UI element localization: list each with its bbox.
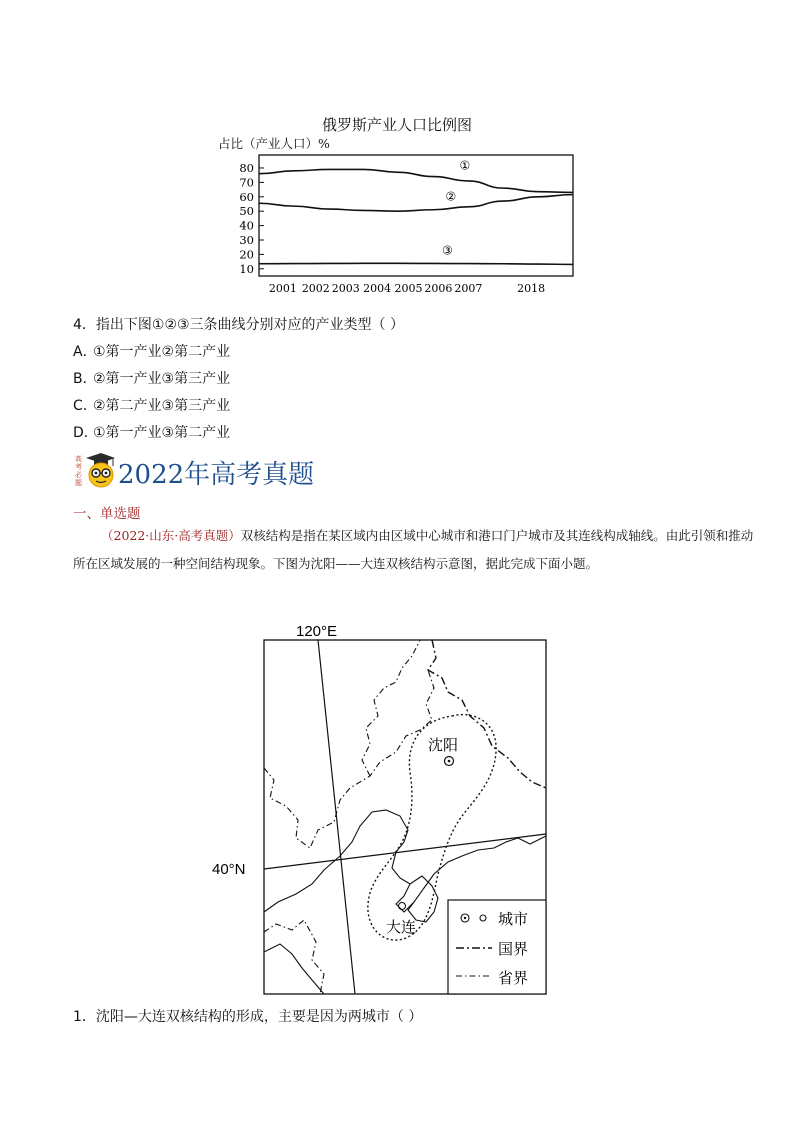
chart-y-ticks xyxy=(239,161,264,276)
question-4-option-c[interactable] xyxy=(73,396,230,416)
x-tick-label: 2002 xyxy=(301,282,330,295)
x-tick-label: 2004 xyxy=(363,282,392,295)
legend-text-province: 省界 xyxy=(498,970,529,987)
dalian-city-icon xyxy=(399,903,406,910)
chart-frame xyxy=(259,155,573,276)
chart-x-ticks xyxy=(269,282,545,295)
national-border xyxy=(428,640,546,788)
passage-source: （2022·山东·高考真题） xyxy=(101,528,241,543)
option-label: C． xyxy=(73,398,97,414)
y-tick-label: 70 xyxy=(239,175,254,190)
city-label-dalian: 大连 xyxy=(386,919,417,936)
x-tick-label: 2003 xyxy=(331,282,360,295)
chart-series xyxy=(259,169,573,264)
meridian-label: 120°E xyxy=(296,623,338,640)
legend-text-national: 国界 xyxy=(498,941,529,958)
y-tick-label: 40 xyxy=(239,218,254,233)
series-line-2 xyxy=(259,195,573,212)
option-text: ②第二产业③第三产业 xyxy=(93,398,231,414)
question-4-option-b[interactable] xyxy=(73,369,230,389)
x-tick-label: 2005 xyxy=(394,282,423,295)
option-label: D． xyxy=(73,425,98,441)
question-4-option-d[interactable] xyxy=(73,423,230,443)
coastline-liaodong xyxy=(408,876,438,922)
logo-char: 题 xyxy=(75,479,82,487)
city-label-shenyang: 沈阳 xyxy=(428,737,459,754)
coastline-west xyxy=(264,944,324,994)
shenyang-dalian-map xyxy=(200,612,560,1002)
option-text: ①第一产业③第二产业 xyxy=(93,425,231,441)
y-tick-label: 60 xyxy=(239,189,254,204)
x-tick-label: 2006 xyxy=(424,282,453,295)
option-text: ①第一产业②第二产业 xyxy=(93,344,231,360)
coastline xyxy=(264,810,546,912)
y-tick-label: 50 xyxy=(239,204,254,219)
y-tick-label: 80 xyxy=(239,160,254,175)
meridian-120e xyxy=(318,640,355,994)
x-tick-label: 2018 xyxy=(517,282,546,295)
legend-text-city: 城市 xyxy=(498,911,529,928)
y-tick-label: 10 xyxy=(239,261,254,276)
series-label-2: ② xyxy=(445,189,457,204)
logo-char: 高 xyxy=(75,455,82,463)
exam-logo-icon xyxy=(74,452,116,488)
question-4-option-a[interactable] xyxy=(73,342,230,362)
series-label-3: ③ xyxy=(442,243,453,258)
population-ratio-chart xyxy=(0,0,794,300)
question-passage xyxy=(73,522,763,577)
option-label: B． xyxy=(73,371,97,387)
series-line-3 xyxy=(259,263,573,264)
chart-title: 俄罗斯产业人口比例图 xyxy=(321,116,472,134)
y-tick-label: 20 xyxy=(239,247,254,262)
section-title: 2022年高考真题 xyxy=(118,460,315,490)
question-1-stem: 1．沈阳—大连双核结构的形成，主要是因为两城市（ ） xyxy=(73,1009,423,1025)
series-line-1 xyxy=(259,169,573,192)
logo-char: 必 xyxy=(75,471,82,479)
chart-y-axis-label: 占比（产业人口）% xyxy=(218,136,330,151)
option-label: A． xyxy=(73,344,97,360)
province-border-west xyxy=(264,670,434,848)
passage-text: 双核结构是指在某区域内由区域中心城市和港口门户城市及其连线构成轴线。由此引领和推动所在区域发展的一种空间结构现象。下图为沈阳——大连双核结构示意图，据此完成下面小题。 xyxy=(73,528,754,571)
series-label-1: ① xyxy=(459,158,471,173)
section-subheading: 一、单选题 xyxy=(73,506,141,522)
x-tick-label: 2001 xyxy=(268,282,297,295)
logo-char: 考 xyxy=(75,463,82,471)
question-4-stem: 4．指出下图①②③三条曲线分别对应的产业类型（ ） xyxy=(73,317,405,333)
parallel-label: 40°N xyxy=(212,861,246,878)
y-tick-label: 30 xyxy=(239,232,254,247)
option-text: ②第一产业③第三产业 xyxy=(93,371,231,387)
x-tick-label: 2007 xyxy=(454,282,483,295)
